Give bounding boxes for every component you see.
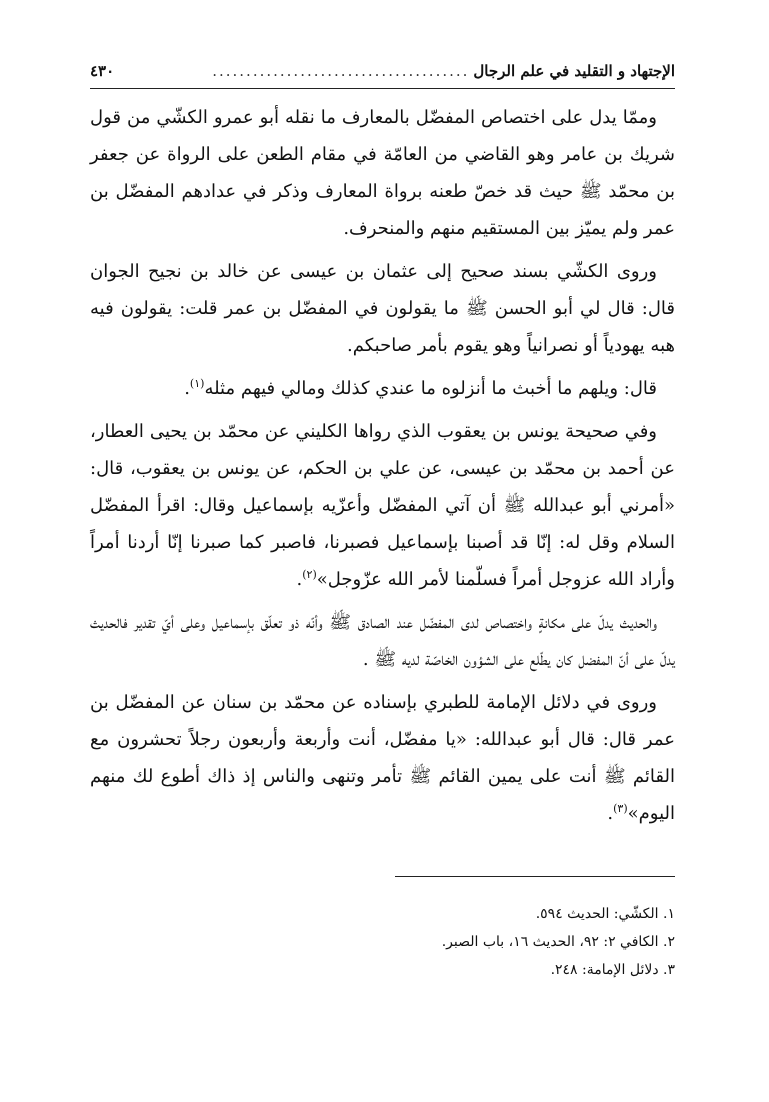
paragraph-text: وروى الكشّي بسند صحيح إلى عثمان بن عيسى عن خالد بن نجيح الجوان قال: قال لي أبو الحسن ﷺ ما يقولون في المفضّل بن عمر قلت: يقولون فيه هبه يهودياً أو نصرانياً وهو يقوم بأمر صاحبكم.	[90, 261, 675, 356]
paragraph-tail: .	[184, 378, 190, 399]
paragraph-text: وفي صحيحة يونس بن يعقوب الذي رواها الكليني عن محمّد بن يحيى العطار، عن أحمد بن محمّد بن عيسى، عن علي بن الحكم، عن يونس بن يعقوب، قال: «أمرني أبو عبدالله ﷺ أن آتي المفضّل وأعزّيه بإسماعيل وقال: اقرأ المفضّل السلام وقل له: إنّا قد أصبنا بإسماعيل فصبرنا، فاصبر كما صبرنا إنّا أردنا أمراً وأراد الله عزوجل أمراً فسلّمنا لأمر الله عزّوجل»	[90, 421, 675, 590]
running-header-title: الإجتهاد و التقليد في علم الرجال	[473, 62, 675, 80]
paragraph	[90, 370, 675, 407]
paragraph-text: والحديث يدلّ على مكانةٍ واختصاص لدى المفضّل عند الصادق ﷺ وأنّه ذو تعلّق بإسماعيل وعلى أيّ تقدير فالحديث يدلّ على أنّ المفضل كان يطّلع على الشؤون الخاصّة لديه ﷺ .	[90, 612, 675, 670]
document-page	[90, 60, 675, 978]
paragraph-tail: .	[296, 569, 303, 590]
body-text	[90, 99, 675, 832]
paragraph-tail: .	[607, 803, 614, 824]
footnote-reference: (٢)	[302, 568, 317, 581]
footnote-item: ٣. دلائل الإمامة: ٢٤٨.	[550, 962, 675, 978]
footnote-reference: (٣)	[613, 802, 628, 815]
footnote-reference: (١)	[189, 377, 205, 390]
paragraph	[90, 253, 675, 364]
paragraph	[90, 684, 675, 832]
footnote-separator	[395, 876, 675, 877]
footnotes	[90, 900, 675, 984]
paragraph	[90, 99, 675, 247]
paragraph-text: وروى في دلائل الإمامة للطبري بإسناده عن محمّد بن سنان عن المفضّل بن عمر قال: قال أبو عبدالله: «يا مفضّل، أنت وأربعة وأربعون رجلاً تحشرون مع القائم ﷺ أنت على يمين القائم ﷺ تأمر وتنهى والناس إذ ذاك أطوع لك منهم اليوم»	[90, 692, 675, 824]
paragraph-text: وممّا يدل على اختصاص المفضّل بالمعارف ما نقله أبو عمرو الكشّي من قول شريك بن عامر وهو القاضي من العامّة في مقام الطعن على الرواة عن جعفر بن محمّد ﷺ حيث قد خصّ طعنه برواة المعارف وذكر في عدادهم المفضّل بن عمر ولم يميّز بين المستقيم منهم والمنحرف.	[90, 107, 675, 239]
footnote-item: ١. الكشّي: الحديث ٥٩٤.	[535, 906, 675, 922]
footnote-item: ٢. الكافي ٢: ٩٢، الحديث ١٦، باب الصبر.	[441, 934, 675, 950]
page-number: ٤٣٠	[90, 62, 115, 80]
paragraph	[90, 413, 675, 598]
running-header	[90, 60, 675, 89]
paragraph	[90, 604, 675, 678]
paragraph-text: قال: ويلهم ما أخبث ما أنزلوه ما عندي كذلك ومالي فيهم مثله	[204, 378, 657, 399]
leader-dots: ......................................	[212, 62, 470, 80]
